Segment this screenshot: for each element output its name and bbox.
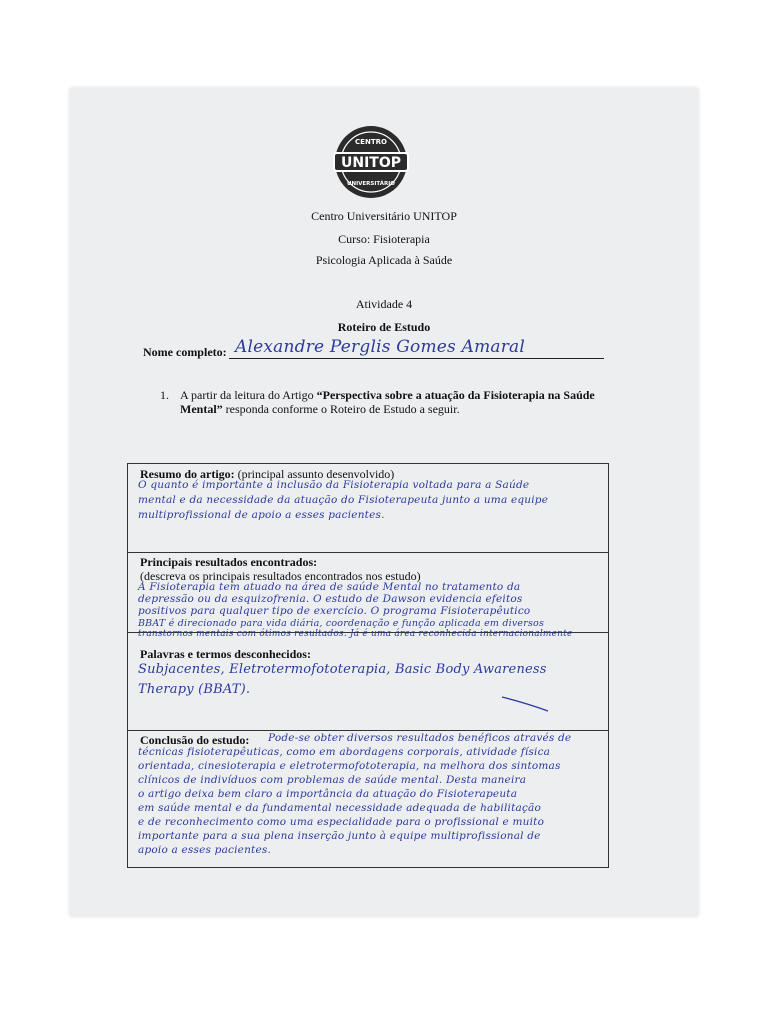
unknown-terms-label: Palavras e termos desconhecidos: — [140, 647, 311, 661]
conclusion-line: apoio a esses pacientes. — [138, 844, 272, 856]
conclusion-line: orientada, cinesioterapia e eletrotermofototerapia, na melhora dos sintomas — [138, 760, 561, 772]
unitop-logo — [331, 125, 411, 200]
question-1 — [162, 388, 612, 416]
unknown-terms-line: Subjacentes, Eletrotermofototerapia, Basic Body Awareness — [138, 662, 547, 677]
name-label: Nome completo: — [143, 345, 227, 359]
conclusion-section — [127, 731, 609, 868]
results-label: Principais resultados encontrados: — [140, 555, 318, 569]
question-text-post: responda conforme o Roteiro de Estudo a seguir. — [222, 402, 460, 416]
results-line: transtornos mentais com ótimos resultados. Já é uma área reconhecida internacionalmente — [138, 629, 573, 639]
results-hint: (descreva os principais resultados encontrados nos estudo) — [140, 569, 421, 583]
student-name-handwritten: Alexandre Perglis Gomes Amaral — [235, 337, 526, 357]
results-line: BBAT é direcionado para vida diária, coordenação e função aplicada em diversos — [138, 618, 545, 629]
summary-line: multiprofissional de apoio a esses pacientes. — [138, 509, 385, 521]
institution-name: Centro Universitário UNITOP — [311, 209, 457, 223]
conclusion-line: clínicos de indivíduos com problemas de saúde mental. Desta maneira — [138, 774, 527, 786]
conclusion-line: técnicas fisioterapêuticas, como em abordagens corporais, atividade física — [138, 746, 551, 758]
unknown-terms-line: Therapy (BBAT). — [138, 682, 251, 697]
question-text — [180, 388, 612, 416]
results-line: A Fisioterapia tem atuado na área de saúde Mental no tratamento da — [138, 581, 521, 593]
results-line: depressão ou da esquizofrenia. O estudo de Dawson evidencia efeitos — [138, 593, 523, 605]
conclusion-label: Conclusão do estudo: — [140, 733, 250, 747]
activity-title: Roteiro de Estudo — [337, 320, 431, 334]
logo-bottom-text: UNIVERSITÁRIO — [347, 181, 395, 187]
summary-hint: (principal assunto desenvolvido) — [234, 467, 395, 481]
unknown-terms-section — [127, 633, 609, 731]
conclusion-line: Pode-se obter diversos resultados benéficos através de — [268, 732, 572, 744]
summary-line: O quanto é importante a inclusão da Fisioterapia voltada para a Saúde — [138, 479, 530, 491]
summary-label: Resumo do artigo: — [140, 467, 235, 481]
conclusion-line: o artigo deixa bem claro a importância da atuação do Fisioterapeuta — [138, 788, 518, 800]
activity-number: Atividade 4 — [355, 297, 413, 311]
study-guide-table — [127, 463, 609, 868]
summary-section — [127, 463, 609, 553]
conclusion-line: importante para a sua plena inserção junto à equipe multiprofissional de — [138, 830, 541, 842]
results-line: positivos para qualquer tipo de exercício. O programa Fisioterapêutico — [138, 605, 531, 617]
conclusion-line: em saúde mental e da fundamental necessidade adequada de habilitação — [138, 802, 542, 814]
course-name: Curso: Fisioterapia — [338, 232, 430, 246]
results-section — [127, 553, 609, 639]
article-title: “Perspectiva sobre a atuação da Fisioterapia na Saúde Mental” — [180, 388, 595, 416]
logo-top-text: CENTRO — [355, 138, 387, 146]
conclusion-line: e de reconhecimento como uma especialidade para o profissional e muito — [138, 816, 545, 828]
question-number: 1. — [160, 388, 169, 402]
subject-name: Psicologia Aplicada à Saúde — [315, 253, 453, 267]
name-underline — [229, 358, 604, 359]
name-field — [143, 337, 613, 363]
question-text-pre: A partir da leitura do Artigo — [180, 388, 317, 402]
pen-stroke-mark — [498, 693, 558, 713]
logo-main-text: UNITOP — [340, 155, 402, 171]
summary-line: mental e da necessidade da atuação do Fisioterapeuta junto a uma equipe — [138, 494, 549, 506]
